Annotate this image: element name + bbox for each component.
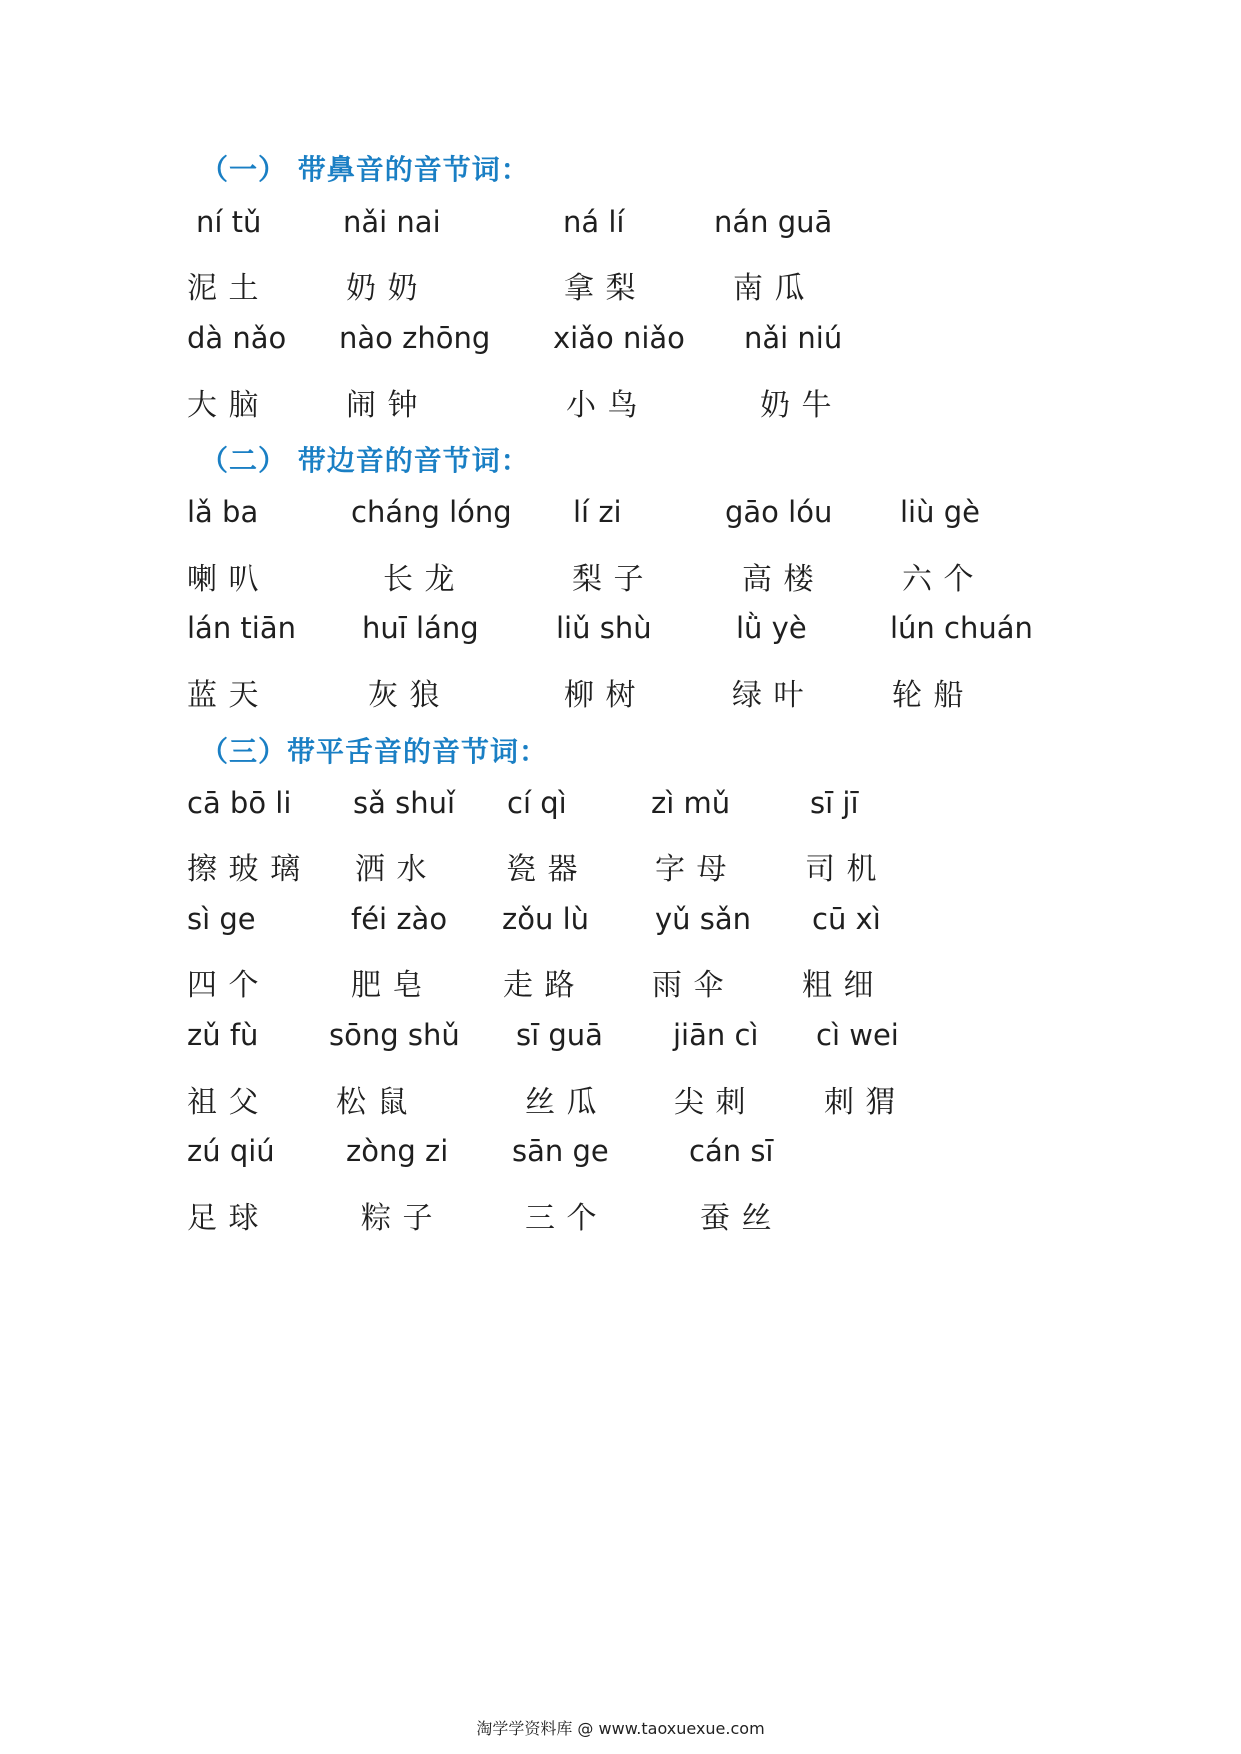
- word-item: cí qì: [507, 786, 567, 820]
- word-item: lí zi: [573, 495, 622, 529]
- section-title-flat-tongue: （三）带平舌音的音节词：: [200, 735, 549, 768]
- footer-watermark: 淘学学资料库 @ www.taoxuexue.com: [476, 1719, 765, 1738]
- word-item: 柳 树: [564, 678, 637, 713]
- word-item: sōng shǔ: [329, 1018, 460, 1052]
- word-item: 瓷 器: [506, 852, 579, 887]
- word-item: 轮 船: [892, 678, 965, 713]
- word-item: 刺 猬: [824, 1085, 897, 1120]
- word-item: 小 鸟: [566, 388, 639, 423]
- word-item: ní tǔ: [196, 205, 262, 239]
- word-item: 雨 伞: [652, 968, 725, 1003]
- word-item: 拿 梨: [564, 271, 637, 306]
- word-item: yǔ sǎn: [655, 902, 752, 936]
- word-row: [0, 495, 1241, 535]
- section-title-lateral: （二） 带边音的音节词：: [200, 444, 530, 477]
- word-item: 大 脑: [187, 388, 260, 423]
- word-item: sì ge: [187, 902, 256, 936]
- word-row: [0, 1018, 1241, 1058]
- word-item: ná lí: [563, 205, 625, 239]
- word-item: liù gè: [900, 495, 980, 529]
- word-row: [0, 786, 1241, 826]
- word-item: 蓝 天: [187, 678, 260, 713]
- word-item: 足 球: [187, 1201, 260, 1236]
- word-item: 闹 钟: [346, 388, 419, 423]
- word-item: nǎi niú: [744, 321, 843, 355]
- word-item: 洒 水: [355, 852, 428, 887]
- word-row: [0, 1134, 1241, 1174]
- word-item: cì wei: [816, 1018, 899, 1052]
- word-item: lǜ yè: [736, 611, 807, 645]
- word-item: lán tiān: [187, 611, 297, 645]
- section-title-nasal: （一） 带鼻音的音节词：: [200, 153, 530, 186]
- word-item: 丝 瓜: [525, 1085, 598, 1120]
- word-item: jiān cì: [673, 1018, 759, 1052]
- word-item: gāo lóu: [725, 495, 833, 529]
- word-row: [0, 960, 1241, 1003]
- word-item: 粽 子: [361, 1201, 434, 1236]
- word-row: [0, 1193, 1241, 1236]
- word-item: zì mǔ: [651, 786, 731, 820]
- word-item: huī láng: [362, 611, 479, 645]
- word-row: [0, 321, 1241, 361]
- word-item: 肥 皂: [351, 968, 424, 1003]
- word-item: 六 个: [902, 562, 975, 597]
- word-item: 走 路: [503, 968, 576, 1003]
- word-row: [0, 670, 1241, 713]
- word-item: xiǎo niǎo: [553, 321, 685, 355]
- word-item: féi zào: [351, 902, 448, 936]
- word-item: cán sī: [689, 1134, 774, 1168]
- word-item: 粗 细: [802, 968, 875, 1003]
- word-item: 司 机: [805, 852, 878, 887]
- word-row: [0, 554, 1241, 597]
- word-item: 奶 奶: [346, 271, 419, 306]
- word-row: [0, 902, 1241, 942]
- word-row: [0, 205, 1241, 245]
- word-item: 尖 刺: [674, 1085, 747, 1120]
- word-item: zǔ fù: [187, 1018, 259, 1052]
- word-item: 长 龙: [383, 562, 456, 597]
- word-item: 蚕 丝: [700, 1201, 773, 1236]
- word-item: 四 个: [187, 968, 260, 1003]
- word-item: zú qiú: [187, 1134, 275, 1168]
- word-item: sǎ shuǐ: [353, 786, 456, 820]
- word-item: nào zhōng: [339, 321, 491, 355]
- word-row: [0, 844, 1241, 887]
- word-item: cū xì: [812, 902, 881, 936]
- word-item: 泥 土: [187, 271, 260, 306]
- word-item: cháng lóng: [351, 495, 512, 529]
- word-item: sān ge: [512, 1134, 609, 1168]
- word-item: 擦 玻 璃: [187, 852, 302, 887]
- word-item: dà nǎo: [187, 321, 287, 355]
- word-item: liǔ shù: [556, 611, 652, 645]
- word-item: 南 瓜: [733, 271, 806, 306]
- word-item: sī guā: [516, 1018, 603, 1052]
- word-item: 高 楼: [742, 562, 815, 597]
- word-item: 字 母: [655, 852, 728, 887]
- word-item: zòng zi: [346, 1134, 449, 1168]
- word-row: [0, 380, 1241, 423]
- word-item: 绿 叶: [732, 678, 805, 713]
- word-row: [0, 263, 1241, 306]
- word-item: 祖 父: [187, 1085, 260, 1120]
- word-item: lún chuán: [890, 611, 1033, 645]
- word-row: [0, 611, 1241, 651]
- word-item: 灰 狼: [368, 678, 441, 713]
- word-item: lǎ ba: [187, 495, 259, 529]
- word-item: 梨 子: [572, 562, 645, 597]
- word-item: 喇 叭: [187, 562, 260, 597]
- word-item: 三 个: [525, 1201, 598, 1236]
- word-item: sī jī: [810, 786, 859, 820]
- word-item: zǒu lù: [502, 902, 589, 936]
- word-item: cā bō li: [187, 786, 292, 820]
- word-item: 松 鼠: [336, 1085, 409, 1120]
- word-row: [0, 1077, 1241, 1120]
- word-item: 奶 牛: [760, 388, 833, 423]
- word-item: nǎi nai: [343, 205, 441, 239]
- word-item: nán guā: [714, 205, 833, 239]
